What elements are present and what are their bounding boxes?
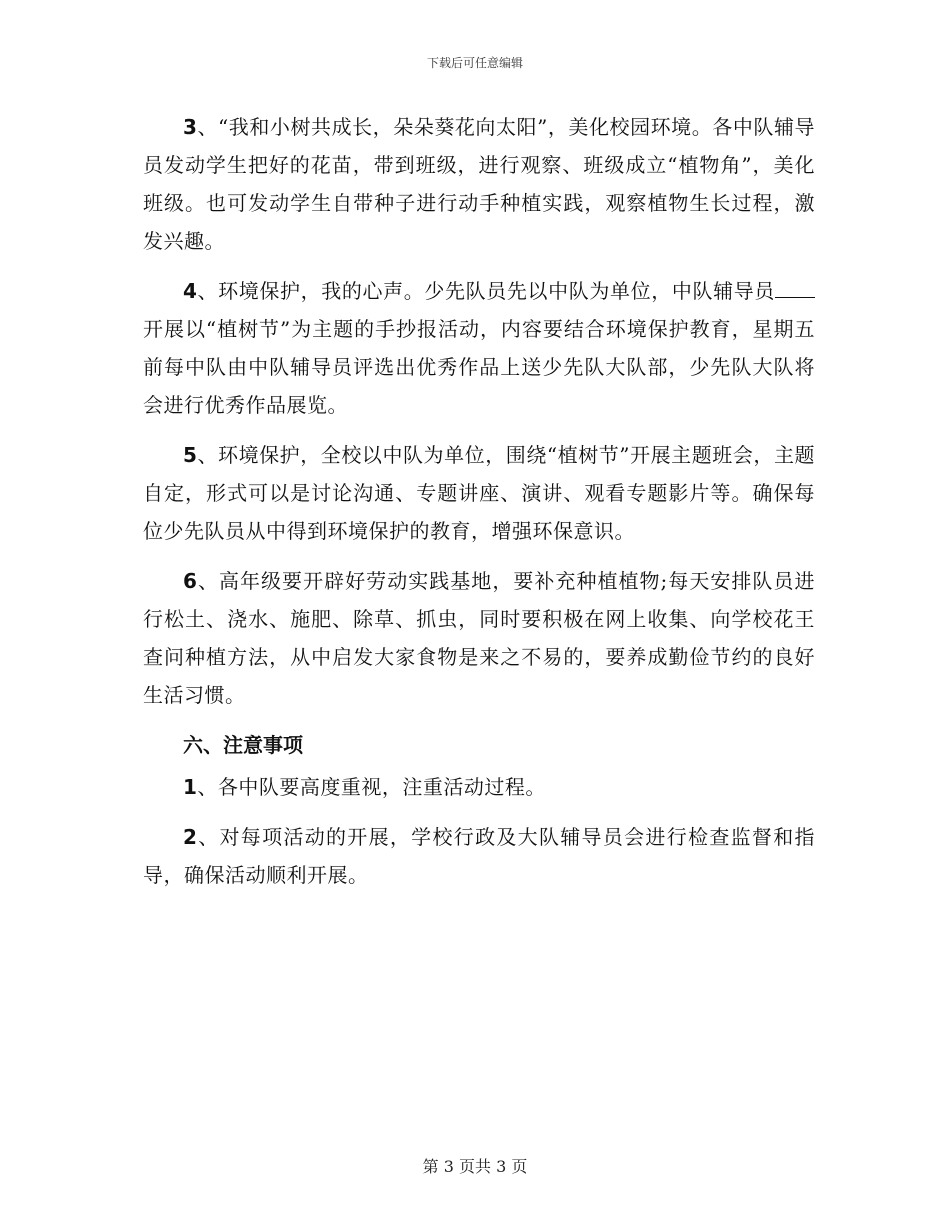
note-text: 、各中队要高度重视，注重活动过程。	[197, 775, 546, 799]
paragraph-number: 6	[183, 569, 198, 593]
page-number-footer: 第 3 页共 3 页	[422, 1157, 528, 1176]
paragraph-6	[143, 562, 815, 714]
paragraph-number: 5	[183, 443, 198, 467]
note-2	[143, 818, 815, 894]
paragraph-3	[143, 108, 815, 260]
paragraph-text: 、环境保护，我的心声。少先队员先以中队为单位，中队辅导员	[197, 279, 775, 303]
paragraph-text: 、高年级要开辟好劳动实践基地，要补充种植植物;每天安排队员进行松土、浇水、施肥、除草、抓虫，同时要积极在网上收集、向学校花王查问种植方法，从中启发大家食物是来之不易的，要养成勤俭节约的良好生活习惯。	[143, 569, 815, 707]
paragraph-4	[143, 272, 815, 424]
paragraph-text: 、“我和小树共成长，朵朵葵花向太阳”，美化校园环境。各中队辅导员发动学生把好的花苗，带到班级，进行观察、班级成立“植物角”，美化班级。也可发动学生自带种子进行动手种植实践，观察植物生长过程，激发兴趣。	[143, 115, 815, 253]
note-number: 1	[183, 775, 198, 799]
document-body	[143, 108, 815, 906]
paragraph-5	[143, 436, 815, 550]
note-number: 2	[183, 825, 198, 849]
paragraph-number: 4	[183, 279, 198, 303]
paragraph-number: 3	[183, 115, 198, 139]
header-note: 下载后可任意编辑	[426, 56, 523, 70]
note-text: 、对每项活动的开展，学校行政及大队辅导员会进行检查监督和指导，确保活动顺利开展。	[143, 825, 815, 887]
paragraph-text: 开展以“植树节”为主题的手抄报活动，内容要结合环境保护教育，星期五前每中队由中队辅导员评选出优秀作品上送少先队大队部，少先队大队将会进行优秀作品展览。	[143, 317, 815, 417]
section-heading: 六、注意事项	[183, 733, 303, 757]
fill-in-blank	[775, 296, 815, 298]
note-1	[143, 768, 815, 806]
paragraph-text: 、环境保护，全校以中队为单位，围绕“植树节”开展主题班会，主题自定，形式可以是讨论沟通、专题讲座、演讲、观看专题影片等。确保每位少先队员从中得到环境保护的教育，增强环保意识。	[143, 443, 815, 543]
